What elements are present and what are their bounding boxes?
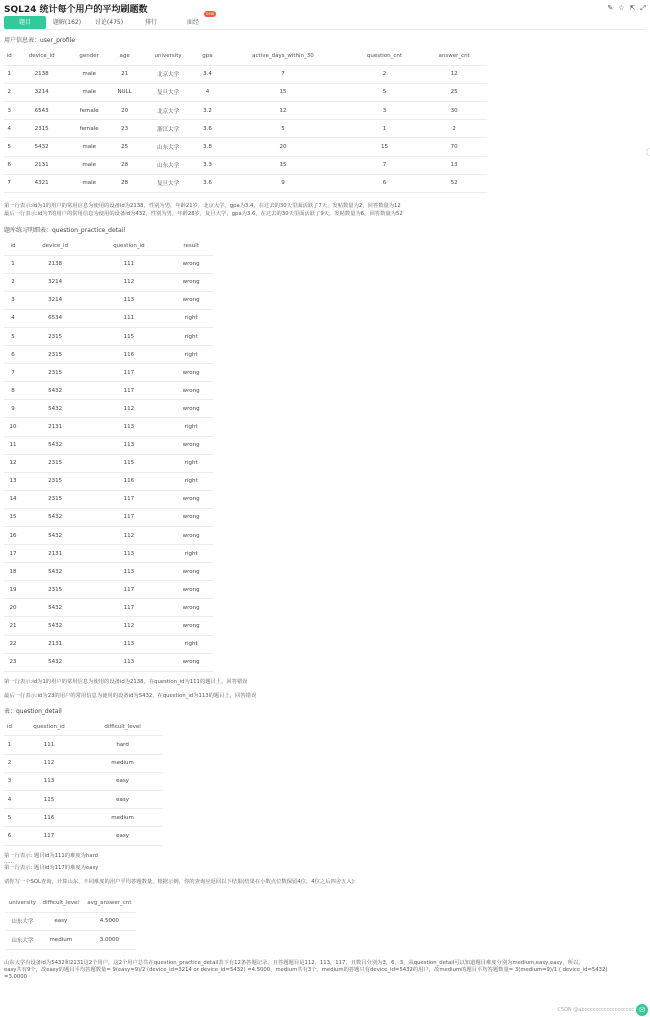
table-cell: wrong (169, 599, 213, 617)
table-cell: 2 (4, 754, 15, 772)
table-row (4, 174, 487, 192)
table-cell: 浙江大学 (140, 120, 197, 138)
table-cell: 6 (348, 174, 422, 192)
table-row (4, 436, 213, 454)
table-row (4, 563, 213, 581)
table-cell: 7 (218, 65, 347, 83)
table-row (4, 454, 213, 472)
table-row (4, 754, 162, 772)
table-cell: 15 (218, 83, 347, 101)
tab-discussion[interactable]: 讨论(475) (94, 19, 124, 26)
table-cell: 112 (88, 617, 169, 635)
table-cell: wrong (169, 273, 213, 291)
table-cell: 115 (15, 791, 83, 809)
table-row (4, 527, 213, 545)
column-header: device_id (22, 237, 88, 255)
column-header: question_cnt (348, 47, 422, 65)
column-header: question_id (88, 237, 169, 255)
column-header: avg_answer_cnt (83, 894, 136, 913)
table-cell: right (169, 309, 213, 327)
table-row (4, 617, 213, 635)
table-cell: 21 (110, 65, 140, 83)
table-cell: 1 (4, 736, 15, 754)
table-cell: 5 (348, 83, 422, 101)
table-cell: 2315 (15, 120, 69, 138)
practice-detail-table (4, 237, 213, 672)
table-cell: 10 (4, 418, 22, 436)
table-cell: 17 (4, 545, 22, 563)
table-row (4, 138, 487, 156)
table-cell: 112 (88, 527, 169, 545)
column-header: university (140, 47, 197, 65)
table-cell: NULL (110, 83, 140, 101)
table-cell: wrong (169, 653, 213, 671)
table-cell: 3.6 (197, 174, 219, 192)
table-cell: right (169, 545, 213, 563)
table-cell: 3214 (22, 273, 88, 291)
table-cell: 9 (218, 174, 347, 192)
table-row (4, 581, 213, 599)
table-cell: 14 (4, 490, 22, 508)
table-cell: 2131 (22, 545, 88, 563)
table-cell: 112 (15, 754, 83, 772)
table-cell: 15 (348, 138, 422, 156)
table-cell: 5 (4, 138, 15, 156)
table-cell: 6 (4, 346, 22, 364)
table-cell: medium (83, 809, 162, 827)
table-cell: 11 (4, 436, 22, 454)
task-description: 请你写一个SQL查询，计算山东、不同难度的用户平均答题数量，根据示例，你的查询应返回以下结果(结果在小数点位数保留4位，4位之后四舍五入)： (4, 878, 360, 885)
table-cell: wrong (169, 490, 213, 508)
table-cell: 111 (88, 255, 169, 273)
table-cell: 112 (88, 400, 169, 418)
column-header: gpa (197, 47, 219, 65)
table-cell: 117 (88, 490, 169, 508)
table-cell: 116 (15, 809, 83, 827)
table-cell: 5432 (22, 400, 88, 418)
table-cell: 复旦大学 (140, 174, 197, 192)
user-profile-label: 用户信息表：user_profile (4, 37, 76, 44)
table-row (4, 291, 213, 309)
table-cell: 5 (4, 809, 15, 827)
table-cell: 3.0000 (83, 931, 136, 950)
share-icon[interactable]: ⇱ (629, 3, 636, 12)
table-cell: 15 (218, 156, 347, 174)
table-cell: 117 (88, 364, 169, 382)
table-cell: 山东大学 (6, 912, 39, 931)
table-cell: 5432 (22, 508, 88, 526)
page-header (0, 0, 650, 16)
table-row (4, 327, 213, 345)
table-cell: 1 (348, 120, 422, 138)
table-cell: 112 (88, 273, 169, 291)
table-cell: 5432 (22, 599, 88, 617)
table-cell: 4 (197, 83, 219, 101)
table-cell: 山东大学 (140, 138, 197, 156)
table-row (4, 599, 213, 617)
note-user-profile: 第一行表示:id为1的用户的常用信息为使用的设备id为2138，性别为男，年龄21岁，北京大学，gpa为3.4，在过去的30天里面活跃了7天，发帖数量为2，回答数量为12 最后一行表示:id为7的用户的常用信息为使用的设备id为432，性别为男，年龄28岁，复旦大学，gpa为3.6，在过去的30天里面活跃了9天，发帖数量为6，回答数量为52 (4, 203, 403, 217)
table-cell: 5 (218, 120, 347, 138)
table-row (4, 736, 162, 754)
table-cell: 113 (88, 563, 169, 581)
table-cell: 30 (421, 102, 487, 120)
table-row (4, 309, 213, 327)
table-cell: 13 (421, 156, 487, 174)
table-cell: medium (83, 754, 162, 772)
table-cell: 12 (4, 454, 22, 472)
column-header: id (4, 718, 15, 736)
table-cell: 2315 (22, 581, 88, 599)
table-cell: 9 (4, 400, 22, 418)
table-cell: 20 (218, 138, 347, 156)
table-cell: 3.4 (197, 65, 219, 83)
table-cell: 4321 (15, 174, 69, 192)
tab-ranking[interactable]: 排行 (144, 19, 157, 26)
table-cell: 113 (15, 772, 83, 790)
table-cell: 山东大学 (140, 156, 197, 174)
edit-icon[interactable]: ✎ (607, 3, 614, 12)
table-cell: wrong (169, 563, 213, 581)
table-cell: wrong (169, 508, 213, 526)
table-cell: right (169, 418, 213, 436)
table-cell: 3 (4, 102, 15, 120)
tab-question[interactable]: 题目 (4, 16, 46, 29)
column-header: id (4, 237, 22, 255)
column-header: gender (69, 47, 110, 65)
table-cell: 6 (4, 827, 15, 845)
table-row (4, 364, 213, 382)
table-cell: 25 (421, 83, 487, 101)
tab-bar (4, 11, 646, 30)
table-cell: 16 (4, 527, 22, 545)
question-detail-table (4, 718, 162, 846)
table-cell: 117 (88, 599, 169, 617)
table-cell: hard (83, 736, 162, 754)
table-cell: easy (83, 827, 162, 845)
table-cell: 2315 (22, 472, 88, 490)
header-actions (607, 4, 646, 13)
column-header: question_id (15, 718, 83, 736)
table-cell: right (169, 472, 213, 490)
table-cell: 113 (88, 291, 169, 309)
chat-float-icon[interactable]: ✉ (636, 1004, 648, 1016)
table-cell: wrong (169, 527, 213, 545)
table-cell: wrong (169, 382, 213, 400)
tab-solutions[interactable]: 题解(162) (52, 19, 82, 26)
star-icon[interactable]: ☆ (618, 3, 625, 12)
table-cell: female (69, 102, 110, 120)
table-cell: easy (39, 912, 83, 931)
table-cell: 山东大学 (6, 931, 39, 950)
table-cell: 117 (88, 581, 169, 599)
table-cell: 4 (4, 309, 22, 327)
table-cell: 2 (4, 83, 15, 101)
table-cell: 113 (88, 653, 169, 671)
note-question-detail: 第一行表示: 题目id为111的难度为hard ...... 第一行表示: 题目id为117的难度为easy (4, 852, 99, 871)
column-header: result (169, 237, 213, 255)
side-handle[interactable] (646, 148, 650, 156)
table-cell: male (69, 156, 110, 174)
table-cell: 23 (4, 653, 22, 671)
table-cell: 116 (88, 472, 169, 490)
table-row (4, 83, 487, 101)
table-cell: 1 (4, 65, 15, 83)
table-row (4, 791, 162, 809)
table-cell: 23 (110, 120, 140, 138)
table-cell: 6543 (15, 102, 69, 120)
table-cell: wrong (169, 436, 213, 454)
column-header: device_id (15, 47, 69, 65)
table-cell: 3.8 (197, 138, 219, 156)
table-cell: 22 (4, 635, 22, 653)
table-row (4, 156, 487, 174)
table-cell: 3 (4, 291, 22, 309)
table-cell: 2315 (22, 454, 88, 472)
table-cell: 2131 (22, 418, 88, 436)
table-row (4, 346, 213, 364)
table-row (4, 120, 487, 138)
table-cell: wrong (169, 581, 213, 599)
table-cell: 2315 (22, 364, 88, 382)
table-cell: 116 (88, 346, 169, 364)
table-row (4, 635, 213, 653)
table-cell: 18 (4, 563, 22, 581)
table-cell: 3214 (15, 83, 69, 101)
table-row (4, 472, 213, 490)
table-cell: 113 (88, 545, 169, 563)
table-row (4, 490, 213, 508)
table-cell: medium (39, 931, 83, 950)
table-row (4, 827, 162, 845)
table-cell: 6 (4, 156, 15, 174)
table-cell: 2315 (22, 490, 88, 508)
table-cell: 2 (4, 273, 22, 291)
column-header: answer_cnt (421, 47, 487, 65)
table-cell: 117 (88, 508, 169, 526)
table-cell: 1 (4, 255, 22, 273)
table-cell: 5432 (22, 563, 88, 581)
table-cell: 5432 (22, 617, 88, 635)
table-row (4, 508, 213, 526)
table-cell: 19 (4, 581, 22, 599)
table-cell: 5432 (22, 527, 88, 545)
table-row (4, 545, 213, 563)
table-cell: 113 (88, 418, 169, 436)
table-cell: 7 (4, 364, 22, 382)
table-cell: 3214 (22, 291, 88, 309)
table-cell: 7 (348, 156, 422, 174)
table-cell: 2138 (15, 65, 69, 83)
table-cell: wrong (169, 617, 213, 635)
table-cell: 3.3 (197, 156, 219, 174)
table-cell: 2131 (15, 156, 69, 174)
watermark: CSDN @abcccccccccccccccccc (557, 1007, 634, 1013)
table-cell: 4 (4, 120, 15, 138)
page-title: SQL24 统计每个用户的平均刷题数 (4, 4, 148, 15)
table-row (4, 255, 213, 273)
table-cell: male (69, 83, 110, 101)
table-cell: 25 (110, 138, 140, 156)
table-cell: 2315 (22, 346, 88, 364)
table-cell: 北京大学 (140, 102, 197, 120)
explanation: 山东大学有设备id为5432和2131这2个用户，这2个用户总共在question_practice_detail表下有12条答题记录，且答题题目是112，113，117，且数目分别为3，6，3，从question_detail可以知道题目难度分别为medium,easy,easy，所以， easy共有9个，故easy的题目平均答题数量= 9(easy=9)/2 (device_id=3214 or device_id=5432) =4.5000，medium共有3个，medium的答题只有device_id=5432的用户，故medium的题目平均答题数量= 3(medium=9)/1 ( device_id=5432) =3.0000 (4, 959, 608, 980)
table-cell: 13 (4, 472, 22, 490)
column-header: difficult_level (39, 894, 83, 913)
column-header: difficult_level (83, 718, 162, 736)
table-cell: right (169, 327, 213, 345)
table-cell: 21 (4, 617, 22, 635)
table-cell: 6534 (22, 309, 88, 327)
table-cell: 12 (421, 65, 487, 83)
table-cell: 5432 (22, 436, 88, 454)
table-cell: 2131 (22, 635, 88, 653)
table-row (4, 273, 213, 291)
question-detail-label: 表：question_detail (4, 707, 62, 715)
column-header: age (110, 47, 140, 65)
table-cell: wrong (169, 255, 213, 273)
result-table (6, 894, 136, 950)
table-cell: 28 (110, 174, 140, 192)
table-cell: 28 (110, 156, 140, 174)
column-header: university (6, 894, 39, 913)
table-row (4, 653, 213, 671)
table-cell: 5432 (15, 138, 69, 156)
table-cell: 5432 (22, 653, 88, 671)
table-cell: 2315 (22, 327, 88, 345)
table-cell: 2138 (22, 255, 88, 273)
column-header: id (4, 47, 15, 65)
table-cell: 117 (88, 382, 169, 400)
table-cell: easy (83, 772, 162, 790)
table-cell: female (69, 120, 110, 138)
table-cell: male (69, 174, 110, 192)
table-cell: 113 (88, 436, 169, 454)
table-cell: 15 (4, 508, 22, 526)
user-profile-table (4, 47, 487, 193)
column-header: active_days_within_30 (218, 47, 347, 65)
problem-content (0, 35, 650, 981)
table-cell: 70 (421, 138, 487, 156)
table-row (4, 418, 213, 436)
table-cell: 3.2 (197, 102, 219, 120)
table-cell: 113 (88, 635, 169, 653)
table-cell: 2 (348, 65, 422, 83)
table-row (6, 931, 136, 950)
table-cell: 115 (88, 454, 169, 472)
fullscreen-icon[interactable]: ⤢ (640, 3, 646, 12)
table-cell: 52 (421, 174, 487, 192)
table-row (4, 400, 213, 418)
tab-interview[interactable]: 面经 new (186, 11, 214, 26)
table-cell: 3 (4, 772, 15, 790)
table-cell: 3.6 (197, 120, 219, 138)
new-badge: new (205, 11, 214, 16)
table-row (4, 772, 162, 790)
table-cell: 7 (4, 174, 15, 192)
table-cell: 115 (88, 327, 169, 345)
table-cell: right (169, 635, 213, 653)
table-cell: 复旦大学 (140, 83, 197, 101)
table-cell: wrong (169, 291, 213, 309)
table-row (4, 809, 162, 827)
table-cell: 111 (15, 736, 83, 754)
table-row (4, 102, 487, 120)
table-cell: 20 (4, 599, 22, 617)
table-row (4, 65, 487, 83)
table-cell: 北京大学 (140, 65, 197, 83)
table-cell: 5 (4, 327, 22, 345)
table-cell: 4.5000 (83, 912, 136, 931)
practice-detail-label: 题库练习明细表：question_practice_detail (4, 227, 126, 234)
table-cell: 12 (218, 102, 347, 120)
table-cell: right (169, 346, 213, 364)
table-cell: 2 (421, 120, 487, 138)
table-cell: 3 (348, 102, 422, 120)
note-practice-detail: 第一行表示:id为1的用户的常用信息为使用的设备id为2138，在question_id为111的题目上，回答错误 最后一行表示:id为23的用户的常用信息为使用的设备id为5432，在question_id为113的题目上，回答错误 (4, 678, 257, 699)
table-cell: 8 (4, 382, 22, 400)
table-cell: easy (83, 791, 162, 809)
table-cell: wrong (169, 364, 213, 382)
table-cell: 5432 (22, 382, 88, 400)
table-cell: 20 (110, 102, 140, 120)
table-cell: male (69, 138, 110, 156)
table-cell: 117 (15, 827, 83, 845)
table-cell: 4 (4, 791, 15, 809)
table-cell: 111 (88, 309, 169, 327)
table-row (4, 382, 213, 400)
table-cell: wrong (169, 400, 213, 418)
table-cell: male (69, 65, 110, 83)
table-cell: right (169, 454, 213, 472)
table-row (6, 912, 136, 931)
